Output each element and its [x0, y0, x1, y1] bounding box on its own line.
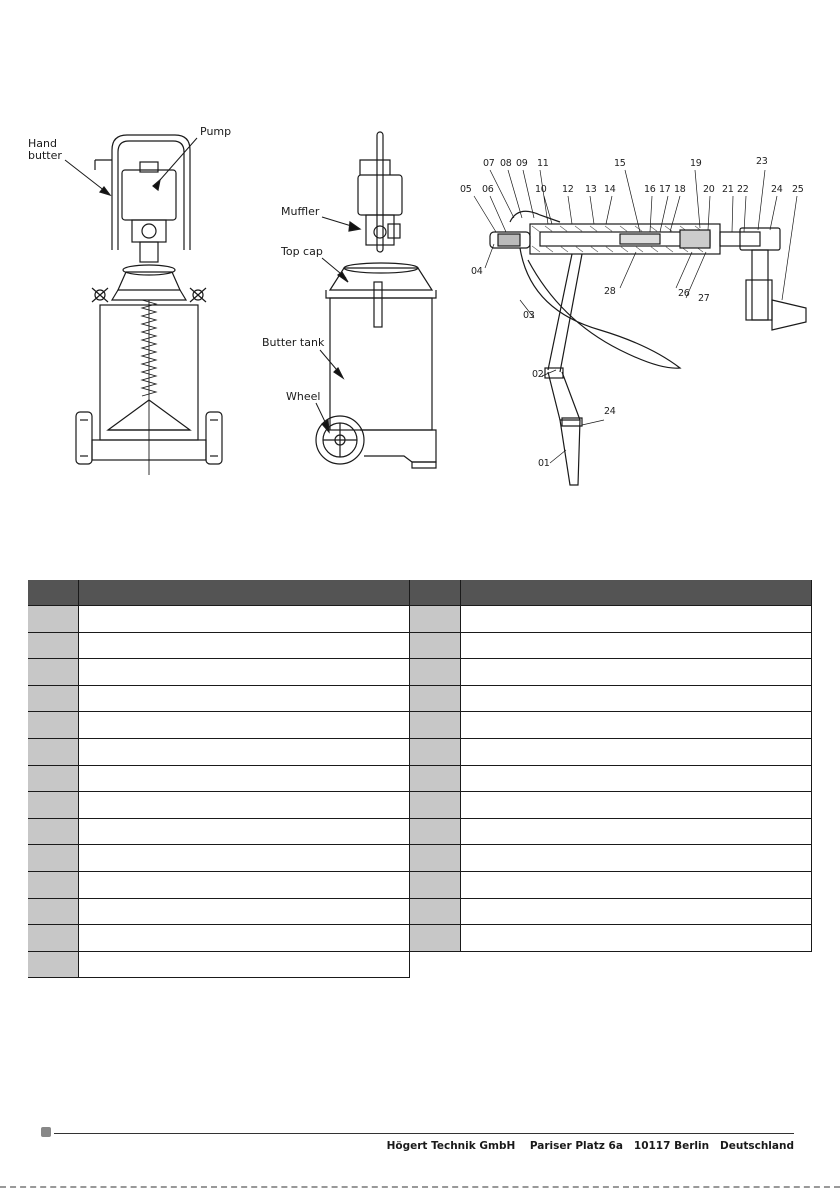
- part-number-21: 21: [722, 184, 734, 195]
- footer-address: [387, 1140, 794, 1152]
- page-bottom-edge: [0, 1186, 840, 1188]
- footer-city: 10117 Berlin: [633, 1140, 710, 1152]
- part-number-24-top: 24: [771, 184, 783, 195]
- part-number-17: 17: [659, 184, 671, 195]
- part-number-09: 09: [516, 158, 528, 169]
- part-number-14: 14: [604, 184, 616, 195]
- footer-rule: [54, 1133, 794, 1134]
- table-row: [28, 792, 812, 819]
- part-number-12: 12: [562, 184, 574, 195]
- callout-wheel: Wheel: [286, 390, 321, 403]
- gun-section-drawing: [474, 170, 806, 485]
- table-row: [28, 871, 812, 898]
- part-number-15: 15: [614, 158, 626, 169]
- part-number-28: 28: [604, 286, 616, 297]
- footer-country: Deutschland: [720, 1140, 794, 1152]
- part-number-27: 27: [698, 293, 710, 304]
- part-number-02: 02: [532, 369, 544, 380]
- technical-drawings: [0, 0, 840, 560]
- part-number-01: 01: [538, 458, 550, 469]
- callout-butter-tank: Butter tank: [262, 336, 325, 349]
- table-row: [28, 925, 812, 952]
- part-number-19: 19: [690, 158, 702, 169]
- part-number-23: 23: [756, 156, 768, 167]
- front-view-drawing: [65, 135, 222, 475]
- header-no-cell-right: [410, 580, 461, 606]
- part-number-24-bottom: 24: [604, 406, 616, 417]
- table-row: [28, 659, 812, 686]
- table-row: [28, 898, 812, 925]
- part-number-08: 08: [500, 158, 512, 169]
- part-number-16: 16: [644, 184, 656, 195]
- table-row: [28, 632, 812, 659]
- table-row: [28, 818, 812, 845]
- header-no-cell-left: [28, 580, 79, 606]
- header-desc-cell-right: [461, 580, 812, 606]
- part-number-20: 20: [703, 184, 715, 195]
- footer-street: Pariser Platz 6a: [529, 1140, 623, 1152]
- part-number-05: 05: [460, 184, 472, 195]
- callout-top-cap: Top cap: [281, 245, 323, 258]
- table-row: [28, 738, 812, 765]
- header-desc-cell-left: [79, 580, 410, 606]
- parts-table: [28, 580, 812, 978]
- table-row: [28, 951, 812, 978]
- table-row: [28, 765, 812, 792]
- footer-marker: [41, 1127, 51, 1137]
- table-row: [28, 712, 812, 739]
- callout-pump: Pump: [200, 125, 232, 138]
- part-number-10: 10: [535, 184, 547, 195]
- table-row: [28, 845, 812, 872]
- part-number-07: 07: [483, 158, 495, 169]
- table-row: [28, 606, 812, 633]
- table-header-row: [28, 580, 812, 606]
- part-number-11: 11: [537, 158, 549, 169]
- table-row: [28, 685, 812, 712]
- part-number-04: 04: [471, 266, 483, 277]
- part-number-22: 22: [737, 184, 749, 195]
- part-number-26: 26: [678, 288, 690, 299]
- callout-muffler: Muffler: [281, 205, 320, 218]
- footer-company: Högert Technik GmbH: [386, 1140, 516, 1152]
- side-view-drawing: [316, 132, 436, 468]
- part-number-06: 06: [482, 184, 494, 195]
- part-number-25: 25: [792, 184, 804, 195]
- part-number-03: 03: [523, 310, 535, 321]
- callout-hand-butter: Hand butter: [28, 137, 62, 162]
- part-number-18: 18: [674, 184, 686, 195]
- part-number-13: 13: [585, 184, 597, 195]
